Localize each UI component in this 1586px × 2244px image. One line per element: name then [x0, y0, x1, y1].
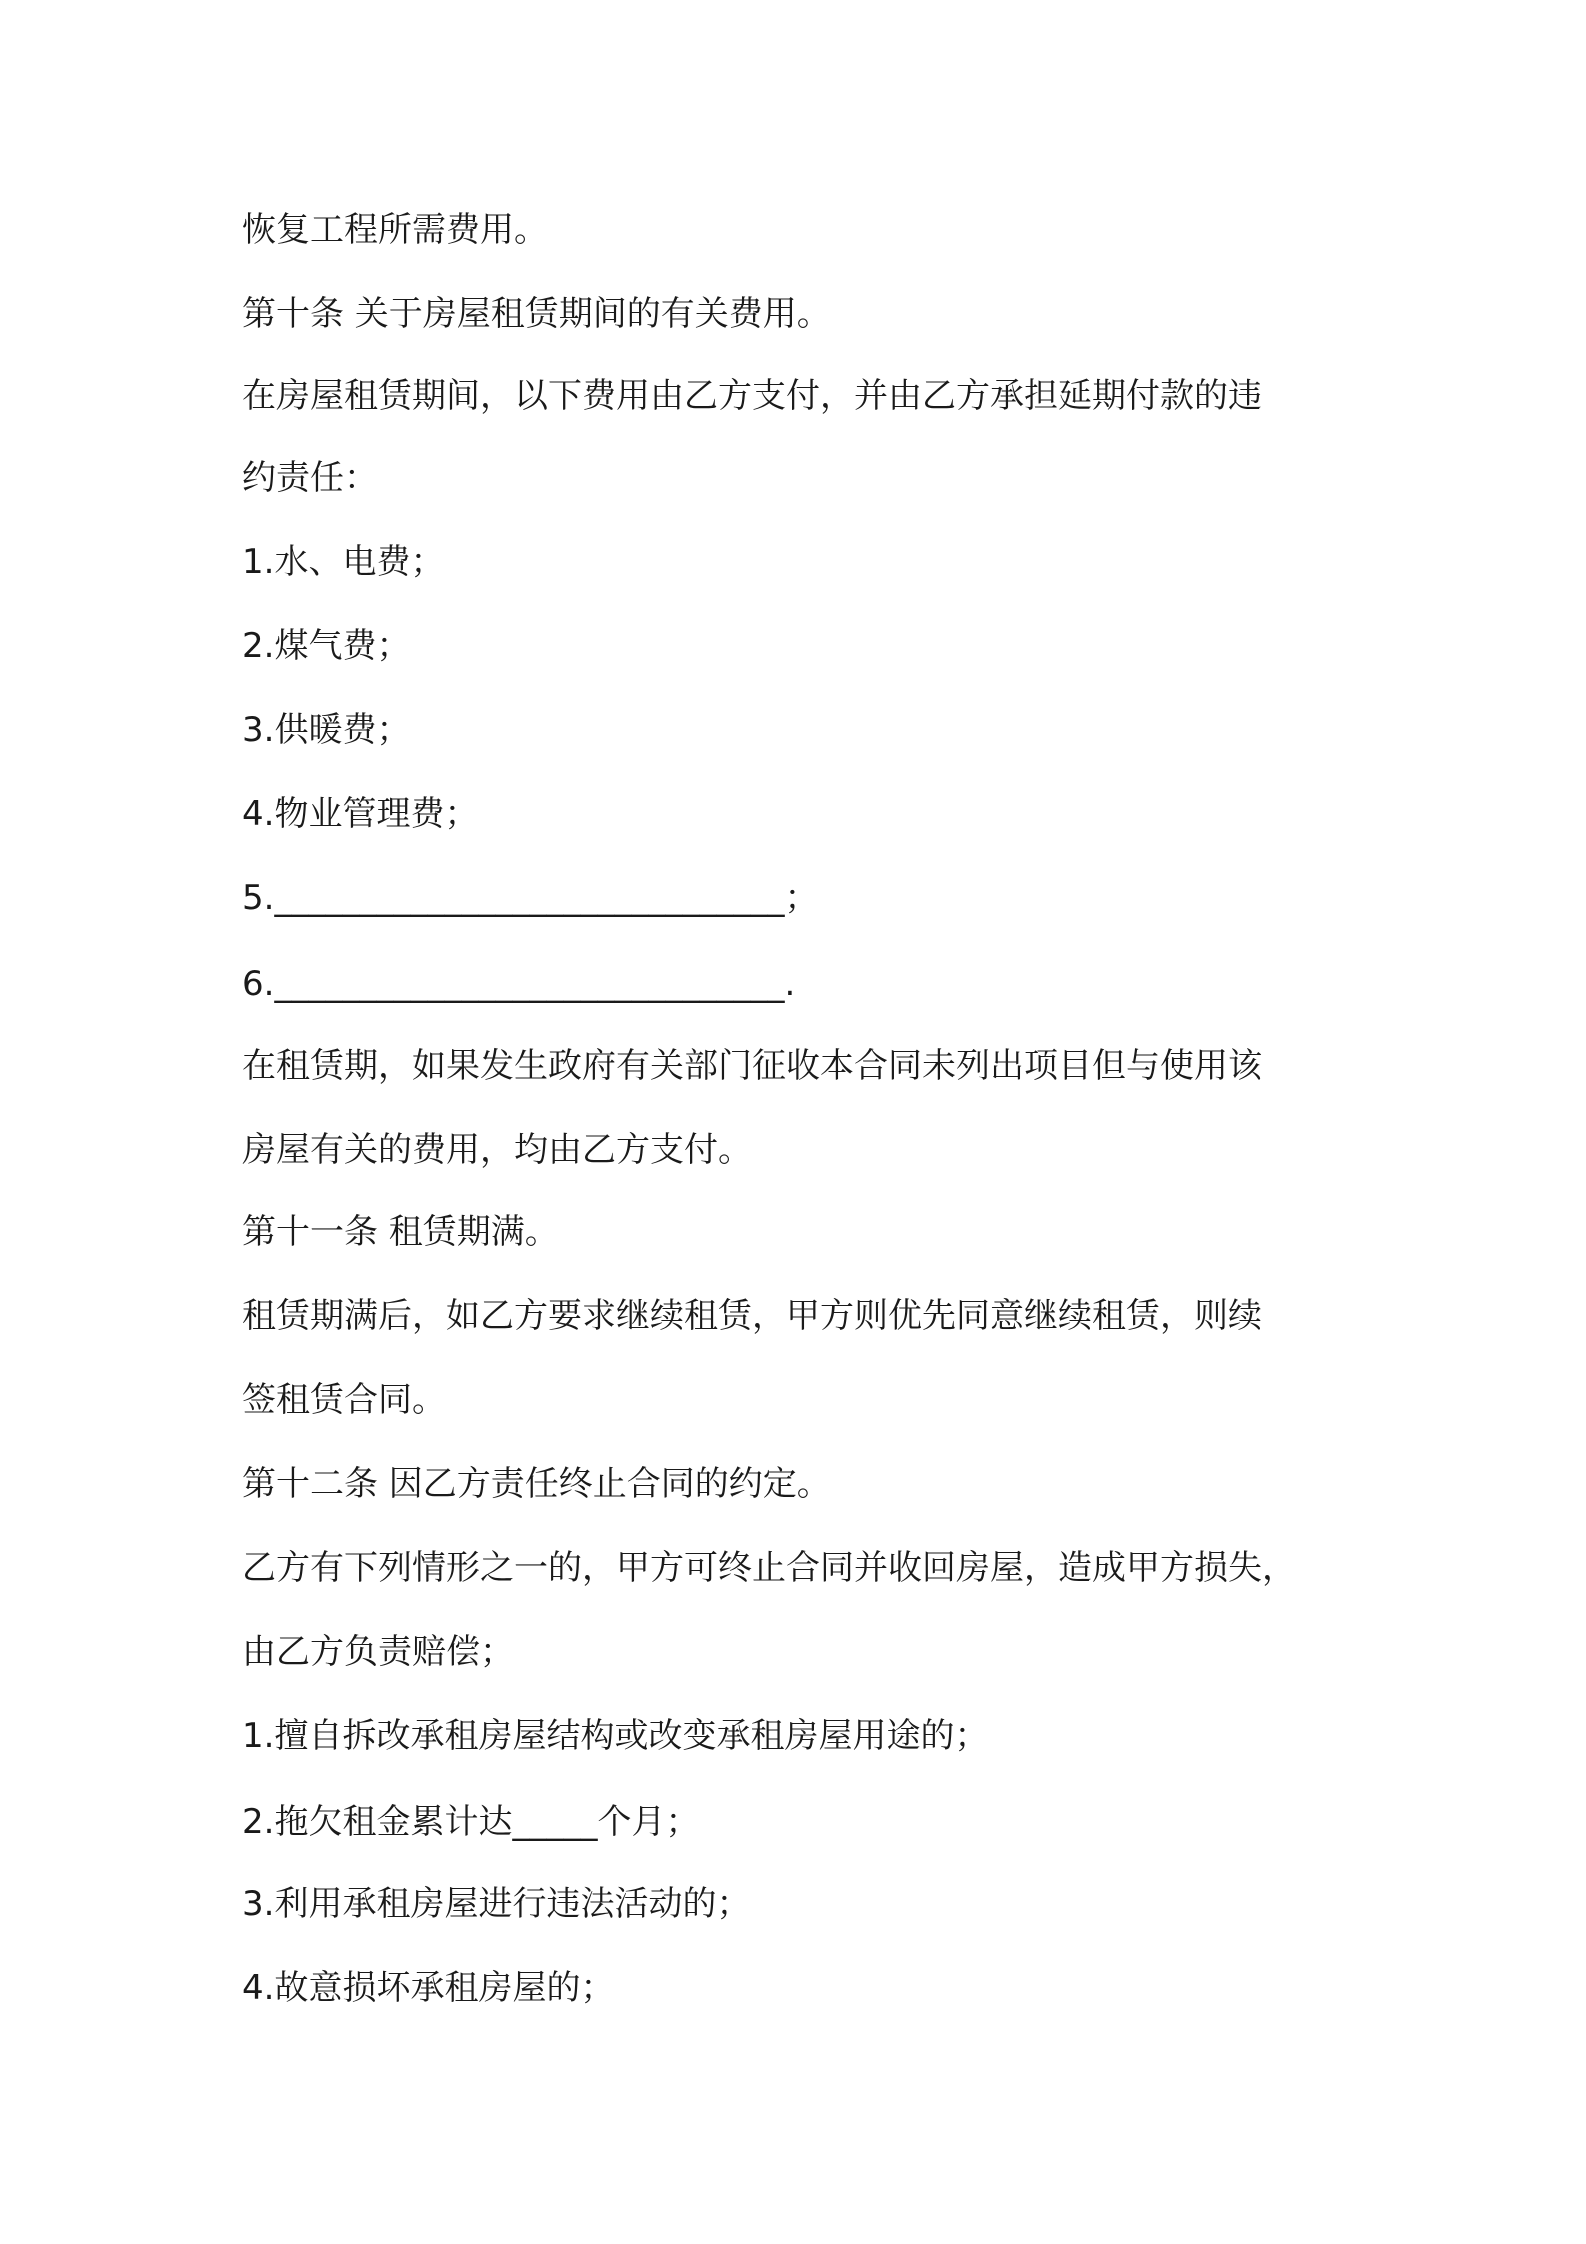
text-line: 约责任：: [242, 458, 378, 498]
list-item: 1.擅自拆改承租房屋结构或改变承租房屋用途的；: [242, 1716, 989, 1756]
list-item-blank: 6.______________________________.: [242, 964, 796, 1004]
text-line: 签租赁合同。: [242, 1380, 446, 1420]
list-item: 4.故意损坏承租房屋的；: [242, 1968, 615, 2008]
text-line: 租赁期满后，如乙方要求继续租赁，甲方则优先同意继续租赁，则续: [242, 1296, 1262, 1336]
article-heading: 第十一条 租赁期满。: [242, 1212, 559, 1252]
list-item: 2.拖欠租金累计达_____个月；: [242, 1802, 700, 1842]
text-line: 由乙方负责赔偿；: [242, 1632, 514, 1672]
list-item: 4.物业管理费；: [242, 794, 479, 834]
text-line: 在房屋租赁期间，以下费用由乙方支付，并由乙方承担延期付款的违: [242, 376, 1262, 416]
article-heading: 第十二条 因乙方责任终止合同的约定。: [242, 1464, 831, 1504]
list-item: 3.供暖费；: [242, 710, 411, 750]
text-line: 恢复工程所需费用。: [242, 210, 548, 250]
list-item-blank: 5.______________________________；: [242, 878, 819, 918]
text-line: 在租赁期，如果发生政府有关部门征收本合同未列出项目但与使用该: [242, 1046, 1262, 1086]
list-item: 1.水、电费；: [242, 542, 445, 582]
list-item: 2.煤气费；: [242, 626, 411, 666]
text-line: 乙方有下列情形之一的，甲方可终止合同并收回房屋，造成甲方损失，: [242, 1548, 1296, 1588]
text-line: 房屋有关的费用，均由乙方支付。: [242, 1130, 752, 1170]
list-item: 3.利用承租房屋进行违法活动的；: [242, 1884, 751, 1924]
article-heading: 第十条 关于房屋租赁期间的有关费用。: [242, 294, 831, 334]
